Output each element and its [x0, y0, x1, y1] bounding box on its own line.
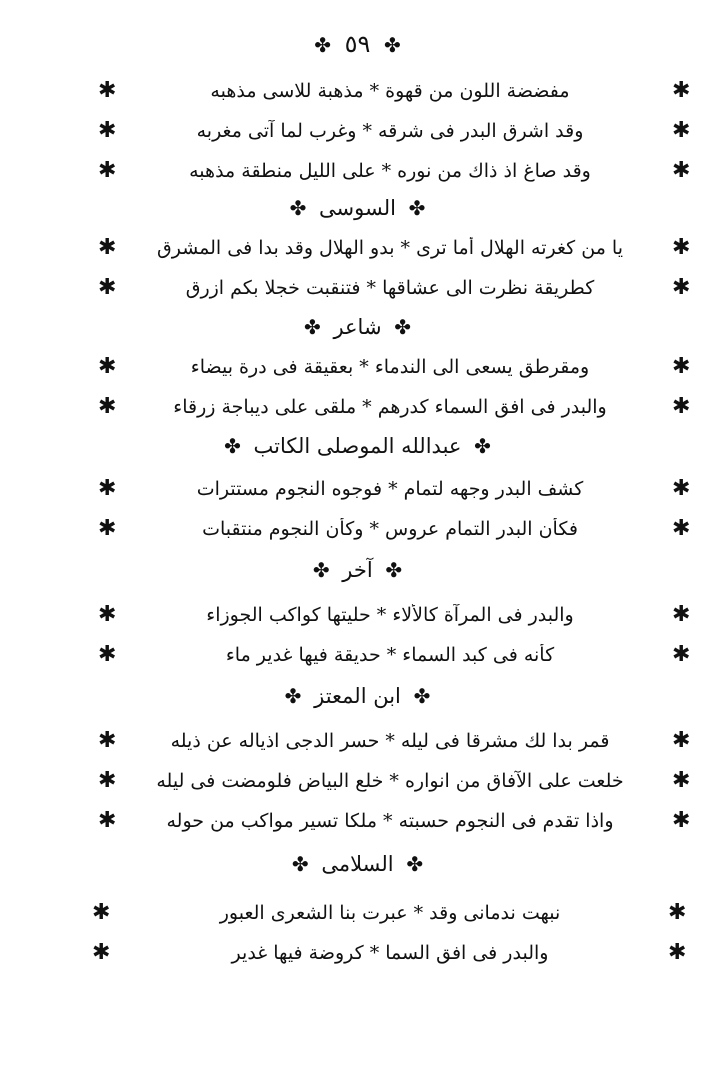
verse-text: وقد صاغ اذ ذاك من نوره * على الليل منطقة مذهبه	[189, 160, 591, 182]
page-header	[0, 30, 715, 58]
ornament-icon: ✤	[408, 196, 426, 220]
verse-text: فكأن البدر التمام عروس * وكأن النجوم منتقبات	[202, 518, 578, 540]
star-icon: ✱	[672, 642, 691, 667]
verse-line	[0, 474, 715, 514]
star-icon: ✱	[672, 235, 691, 260]
star-icon: ✱	[668, 900, 687, 925]
poet-name: السلامى	[321, 852, 394, 876]
verse-line	[0, 392, 715, 432]
verse-line	[0, 600, 715, 640]
verse-line	[0, 514, 715, 554]
star-icon: ✱	[98, 158, 117, 183]
verse-line	[0, 640, 715, 680]
star-icon: ✱	[92, 940, 111, 965]
verse-line	[0, 806, 715, 846]
verse-line	[0, 726, 715, 766]
verse-text: ومقرطق يسعى الى الندماء * بعقيقة فى درة بيضاء	[190, 356, 590, 378]
star-icon: ✱	[98, 394, 117, 419]
verse-text: كأنه فى كبد السماء * حديقة فيها غدير ماء	[225, 644, 555, 666]
star-icon: ✱	[672, 394, 691, 419]
star-icon: ✱	[672, 158, 691, 183]
verse-text: مفضضة اللون من قهوة * مذهبة للاسى مذهبه	[210, 80, 570, 102]
verse-text: والبدر فى افق السما * كروضة فيها غدير	[231, 942, 549, 964]
star-icon: ✱	[98, 476, 117, 501]
star-icon: ✱	[98, 235, 117, 260]
verse-line	[0, 352, 715, 392]
star-icon: ✱	[672, 354, 691, 379]
ornament-icon: ✤	[394, 315, 412, 339]
star-icon: ✱	[98, 642, 117, 667]
verse-text: والبدر فى افق السماء كدرهم * ملقى على ديباجة زرقاء	[173, 396, 607, 418]
star-icon: ✱	[672, 516, 691, 541]
verse-line	[0, 233, 715, 273]
star-icon: ✱	[98, 602, 117, 627]
section-heading	[0, 684, 715, 708]
verse-line	[0, 116, 715, 156]
ornament-icon: ✤	[314, 33, 331, 57]
star-icon: ✱	[668, 940, 687, 965]
section-heading	[0, 852, 715, 876]
star-icon: ✱	[98, 768, 117, 793]
verse-text: وقد اشرق البدر فى شرقه * وغرب لما آتى مغربه	[196, 120, 584, 142]
verse-text: واذا تقدم فى النجوم حسبته * ملكا تسير مواكب من حوله	[166, 810, 614, 832]
star-icon: ✱	[672, 728, 691, 753]
verse-text: نبهت ندمانى وقد * عبرت بنا الشعرى العبور	[219, 902, 561, 924]
ornament-icon: ✤	[303, 315, 321, 339]
ornament-icon: ✤	[413, 684, 431, 708]
page-number: ٥٩	[344, 30, 371, 58]
poet-name: ابن المعتز	[314, 684, 401, 708]
ornament-icon: ✤	[224, 434, 241, 458]
star-icon: ✱	[92, 900, 111, 925]
verse-text: كطريقة نظرت الى عشاقها * فتنقبت خجلا بكم ازرق	[185, 277, 595, 299]
poet-name: عبدالله الموصلى الكاتب	[253, 434, 462, 458]
poet-name: شاعر	[333, 315, 382, 339]
star-icon: ✱	[98, 354, 117, 379]
star-icon: ✱	[672, 768, 691, 793]
verse-text: خلعت على الآفاق من انواره * خلع البياض فلومضت فى ليله	[156, 770, 624, 792]
verse-text: يا من كغرته الهلال أما ترى * بدو الهلال وقد بدا فى المشرق	[156, 237, 624, 259]
ornament-icon: ✤	[406, 852, 424, 876]
star-icon: ✱	[672, 602, 691, 627]
section-heading	[0, 196, 715, 220]
verse-line	[0, 156, 715, 196]
poet-name: السوسى	[319, 196, 396, 220]
verse-text: كشف البدر وجهه لتمام * فوجوه النجوم مستترات	[196, 478, 584, 500]
verse-text: والبدر فى المرآة كالألاء * حليتها كواكب الجوزاء	[206, 604, 574, 626]
poet-name: آخر	[342, 558, 373, 582]
section-heading	[0, 558, 715, 582]
star-icon: ✱	[672, 808, 691, 833]
ornament-icon: ✤	[474, 434, 491, 458]
star-icon: ✱	[98, 516, 117, 541]
section-heading	[0, 315, 715, 339]
star-icon: ✱	[98, 78, 117, 103]
star-icon: ✱	[672, 476, 691, 501]
star-icon: ✱	[672, 275, 691, 300]
ornament-icon: ✤	[289, 196, 307, 220]
section-heading	[0, 434, 715, 458]
star-icon: ✱	[98, 808, 117, 833]
star-icon: ✱	[672, 118, 691, 143]
verse-line	[0, 766, 715, 806]
ornament-icon: ✤	[385, 558, 403, 582]
ornament-icon: ✤	[284, 684, 302, 708]
ornament-icon: ✤	[384, 33, 401, 57]
star-icon: ✱	[98, 275, 117, 300]
ornament-icon: ✤	[312, 558, 330, 582]
star-icon: ✱	[98, 728, 117, 753]
ornament-icon: ✤	[291, 852, 309, 876]
verse-line	[0, 76, 715, 116]
star-icon: ✱	[672, 78, 691, 103]
verse-line	[0, 898, 715, 938]
star-icon: ✱	[98, 118, 117, 143]
verse-line	[0, 938, 715, 978]
verse-text: قمر بدا لك مشرقا فى ليله * حسر الدجى اذياله عن ذيله	[170, 730, 610, 752]
verse-line	[0, 273, 715, 313]
